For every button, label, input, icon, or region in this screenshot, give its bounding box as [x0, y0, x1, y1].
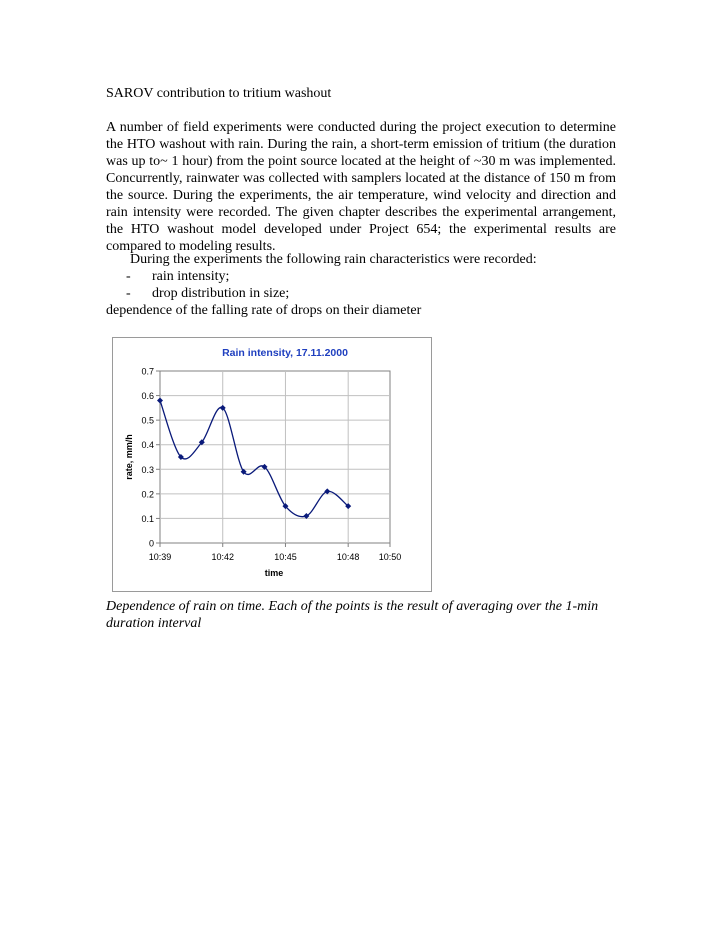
x-tick-label: 10:48: [336, 552, 360, 562]
x-tick-label: 10:45: [274, 552, 297, 562]
y-axis-label: rate, mm/h: [124, 434, 134, 480]
x-tick-label: 10:39: [148, 552, 172, 562]
x-axis-label: time: [264, 568, 284, 578]
y-tick-label: 0.5: [141, 415, 154, 426]
x-tick-label: 10:42: [211, 552, 234, 562]
list-item: [126, 285, 289, 302]
chart-title: Rain intensity, 17.11.2000: [222, 347, 348, 359]
y-tick-label: 0.3: [141, 464, 154, 475]
y-tick-label: 0.1: [141, 513, 154, 524]
section-heading: SAROV contribution to tritium washout: [106, 86, 332, 101]
x-tick-label: 10:50: [378, 552, 402, 562]
tail-line: dependence of the falling rate of drops on their diameter: [106, 303, 422, 318]
body-paragraph: A number of field experiments were conducted during the project execution to determine the HTO washout with rain. During the rain, a short-term emission of tritium (the duration was up to~ 1 hour) from the point source located at the height of ~30 m was implemented. Concurrently, rainwater was collected with samplers located at the distance of 150 m from the source. During the experiments, the air temperature, wind velocity and direction and rain intensity were recorded. The given chapter describes the experimental arrangement, the HTO washout model developed under Project 654; the experimental results are compared to modeling results.: [106, 120, 616, 254]
y-tick-label: 0.7: [141, 366, 154, 377]
intro-line: During the experiments the following rain characteristics were recorded:: [130, 252, 537, 267]
bullet-text: drop distribution in size;: [152, 286, 290, 301]
bullet-marker: -: [126, 286, 131, 301]
bullet-text: rain intensity;: [152, 269, 230, 284]
figure-caption: Dependence of rain on time. Each of the points is the result of averaging over the 1-min duration interval: [106, 599, 599, 631]
y-tick-label: 0.6: [141, 391, 154, 402]
y-tick-label: 0.4: [141, 440, 154, 451]
bullet-list: [126, 268, 289, 302]
chart-frame: [112, 337, 432, 592]
rain-intensity-chart: [113, 338, 431, 591]
y-tick-label: 0: [148, 538, 154, 549]
plot-area: [160, 371, 390, 543]
bullet-marker: -: [126, 269, 131, 284]
y-tick-label: 0.2: [141, 489, 154, 500]
list-item: [126, 268, 289, 285]
